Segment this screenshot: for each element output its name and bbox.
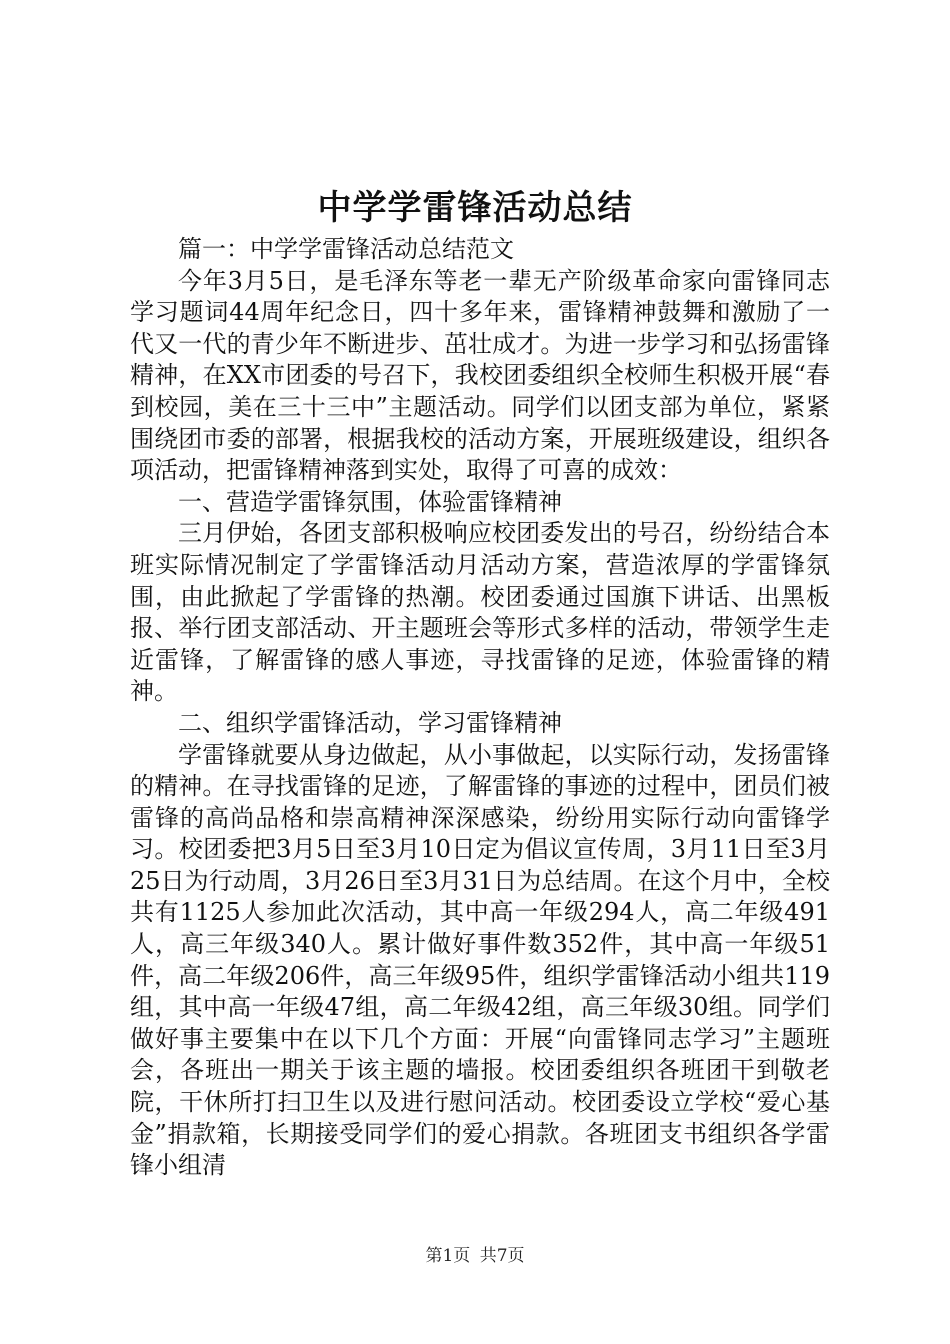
page-footer <box>0 1245 950 1267</box>
paragraph-section-1: 三月伊始，各团支部积极响应校团委发出的号召，纷纷结合本班实际情况制定了学雷锋活动月活动方案，营造浓厚的学雷锋氛围，由此掀起了学雷锋的热潮。校团委通过国旗下讲话、出黑板报、举行团支部活动、开主题班会等形式多样的活动，带领学生走近雷锋，了解雷锋的感人事迹，寻找雷锋的足迹，体验雷锋的精神。 <box>130 519 830 706</box>
document-title: 中学学雷锋活动总结 <box>317 188 633 228</box>
page-total: 共7页 <box>479 1246 525 1266</box>
paragraph-subtitle: 篇一：中学学雷锋活动总结范文 <box>178 235 514 263</box>
document-body <box>130 234 830 1182</box>
paragraph-intro: 今年3月5日，是毛泽东等老一辈无产阶级革命家向雷锋同志学习题词44周年纪念日，四十多年来，雷锋精神鼓舞和激励了一代又一代的青少年不断进步、茁壮成才。为进一步学习和弘扬雷锋精神，在XX市团委的号召下，我校团委组织全校师生积极开展“春到校园，美在三十三中”主题活动。同学们以团支部为单位，紧紧围绕团市委的部署，根据我校的活动方案，开展班级建设，组织各项活动，把雷锋精神落到实处，取得了可喜的成效： <box>130 266 830 485</box>
paragraph-section-2: 学雷锋就要从身边做起，从小事做起，以实际行动，发扬雷锋的精神。在寻找雷锋的足迹，了解雷锋的事迹的过程中，团员们被雷锋的高尚品格和崇高精神深深感染，纷纷用实际行动向雷锋学习。校团委把3月5日至3月10日定为倡议宣传周，3月11日至3月25日为行动周，3月26日至3月31日为总结周。在这个月中，全校共有1125人参加此次活动，其中高一年级294人，高二年级491人，高三年级340人。累计做好事件数352件，其中高一年级51件，高二年级206件，高三年级95件，组织学雷锋活动小组共119组，其中高一年级47组，高二年级42组，高三年级30组。同学们做好事主要集中在以下几个方面：开展“向雷锋同志学习”主题班会，各班出一期关于该主题的墙报。校团委组织各班团干到敬老院，干休所打扫卫生以及进行慰问活动。校团委设立学校“爱心基金”捐款箱，长期接受同学们的爱心捐款。各班团支书组织各学雷锋小组清 <box>130 740 830 1180</box>
section-heading-1: 一、营造学雷锋氛围，体验雷锋精神 <box>178 487 562 516</box>
page-number: 第1页 <box>425 1246 471 1266</box>
section-heading-2: 二、组织学雷锋活动，学习雷锋精神 <box>178 708 562 737</box>
